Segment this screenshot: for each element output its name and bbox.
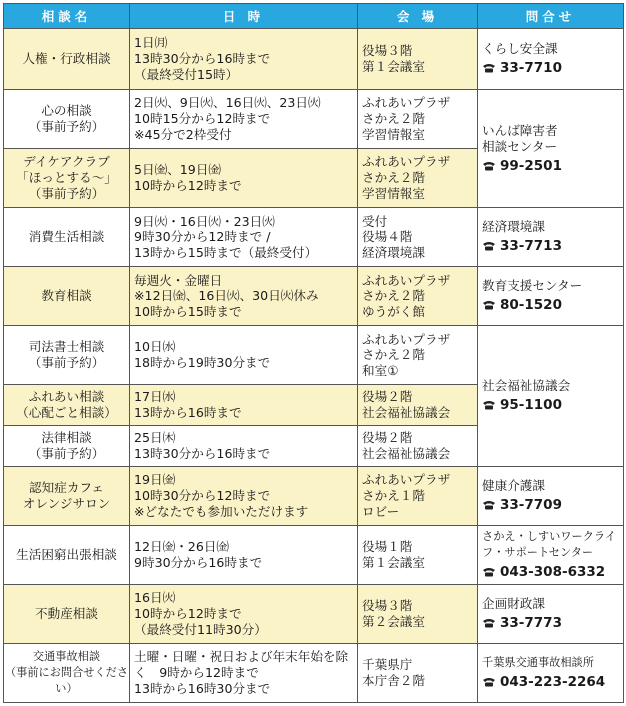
contact-phone-number: 33-7773 bbox=[500, 614, 562, 631]
phone-icon bbox=[482, 399, 496, 410]
table-row bbox=[4, 29, 624, 90]
consultation-datetime: 19日㈮ 10時30分から12時まで ※どなたでも参加いただけます bbox=[130, 466, 358, 525]
contact-phone bbox=[482, 398, 623, 414]
consultation-datetime: 12日㈮・26日㈮ 9時30分から16時まで bbox=[130, 525, 358, 584]
contact-phone-number: 95-1100 bbox=[500, 397, 562, 413]
consultation-datetime: 25日㈭ 13時30分から16時まで bbox=[130, 426, 358, 467]
contact-phone bbox=[482, 675, 623, 691]
contact-cell bbox=[478, 90, 624, 208]
contact-phone-number: 043-223-2264 bbox=[500, 673, 606, 690]
consultation-name: 交通事故相談 （事前にお問合せください） bbox=[4, 643, 130, 702]
consultation-name: 法律相談 （事前予約） bbox=[4, 426, 130, 467]
contact-phone-number: 33-7709 bbox=[500, 496, 562, 513]
contact-label: いんば障害者 相談センター bbox=[482, 122, 558, 154]
consultation-datetime: 16日㈫ 10時から12時まで （最終受付11時30分） bbox=[130, 584, 358, 643]
contact-phone bbox=[482, 616, 623, 632]
consultation-place: 役場２階 社会福祉協議会 bbox=[358, 426, 478, 467]
contact-phone-number: 99-2501 bbox=[500, 157, 562, 174]
consultation-schedule-table bbox=[3, 3, 624, 703]
contact-phone bbox=[482, 239, 623, 255]
header-datetime: 日 時 bbox=[130, 4, 358, 29]
consultation-datetime: 17日㈬ 13時から16時まで bbox=[130, 385, 358, 426]
header-name: 相談名 bbox=[4, 4, 130, 29]
contact-cell bbox=[478, 466, 624, 525]
consultation-place: 役場１階 第１会議室 bbox=[358, 525, 478, 584]
consultation-place: ふれあいプラザ さかえ２階 学習情報室 bbox=[358, 149, 478, 208]
table-row bbox=[4, 326, 624, 385]
consultation-name: 不動産相談 bbox=[4, 584, 130, 643]
phone-icon bbox=[482, 240, 496, 251]
phone-icon bbox=[482, 499, 496, 510]
table-row bbox=[4, 525, 624, 584]
header-contact: 問合せ bbox=[478, 4, 624, 29]
phone-icon bbox=[482, 617, 496, 628]
phone-icon bbox=[482, 676, 496, 687]
phone-icon bbox=[482, 62, 496, 73]
phone-icon bbox=[482, 160, 496, 171]
consultation-name: 生活困窮出張相談 bbox=[4, 525, 130, 584]
contact-label: 企画財政課 bbox=[482, 596, 545, 612]
table-row bbox=[4, 208, 624, 267]
contact-phone-number: 043-308-6332 bbox=[500, 563, 606, 580]
header-place: 会 場 bbox=[358, 4, 478, 29]
consultation-datetime: 5日㈮、19日㈮ 10時から12時まで bbox=[130, 149, 358, 208]
consultation-place: 役場３階 第１会議室 bbox=[358, 29, 478, 90]
consultation-datetime: 10日㈬ 18時から19時30分まで bbox=[130, 326, 358, 385]
contact-cell bbox=[478, 326, 624, 466]
table-row bbox=[4, 466, 624, 525]
phone-icon bbox=[482, 299, 496, 310]
consultation-datetime: 2日㈫、9日㈫、16日㈫、23日㈫ 10時15分から12時まで ※45分で2枠受付 bbox=[130, 90, 358, 149]
consultation-place: ふれあいプラザ さかえ２階 和室① bbox=[358, 326, 478, 385]
contact-label: 教育支援センター bbox=[482, 278, 583, 294]
phone-icon bbox=[482, 566, 496, 577]
consultation-place: 受付 役場４階 経済環境課 bbox=[358, 208, 478, 267]
contact-cell bbox=[478, 267, 624, 326]
contact-cell bbox=[478, 208, 624, 267]
table-row bbox=[4, 267, 624, 326]
contact-label: さかえ・しすいワークライフ・サポートセンター bbox=[482, 530, 616, 559]
consultation-place: ふれあいプラザ さかえ２階 学習情報室 bbox=[358, 90, 478, 149]
header-row bbox=[4, 4, 624, 29]
table-row bbox=[4, 90, 624, 149]
consultation-place: 千葉県庁 本庁舎２階 bbox=[358, 643, 478, 702]
table-row bbox=[4, 584, 624, 643]
consultation-name: 心の相談 （事前予約） bbox=[4, 90, 130, 149]
contact-cell bbox=[478, 29, 624, 90]
consultation-name: 認知症カフェ オレンジサロン bbox=[4, 466, 130, 525]
consultation-name: デイケアクラブ 「ほっとする～」 （事前予約） bbox=[4, 149, 130, 208]
contact-phone bbox=[482, 298, 623, 314]
consultation-place: ふれあいプラザ さかえ１階 ロビー bbox=[358, 466, 478, 525]
consultation-place: ふれあいプラザ さかえ２階 ゆうがく館 bbox=[358, 267, 478, 326]
consultation-name: ふれあい相談 （心配ごと相談） bbox=[4, 385, 130, 426]
contact-phone-number: 80-1520 bbox=[500, 297, 562, 314]
consultation-datetime: 毎週火・金曜日 ※12日㈮、16日㈫、30日㈫休み 10時から15時まで bbox=[130, 267, 358, 326]
consultation-place: 役場３階 第２会議室 bbox=[358, 584, 478, 643]
contact-cell bbox=[478, 643, 624, 702]
consultation-datetime: 1日㈪ 13時30分から16時まで （最終受付15時） bbox=[130, 29, 358, 90]
contact-label: 健康介護課 bbox=[482, 477, 545, 493]
contact-label: 社会福祉協議会 bbox=[482, 378, 571, 394]
contact-cell bbox=[478, 584, 624, 643]
contact-label: 千葉県交通事故相談所 bbox=[482, 656, 594, 670]
table-row bbox=[4, 643, 624, 702]
consultation-name: 司法書士相談 （事前予約） bbox=[4, 326, 130, 385]
contact-phone-number: 33-7713 bbox=[500, 238, 562, 255]
contact-cell bbox=[478, 525, 624, 584]
consultation-place: 役場２階 社会福祉協議会 bbox=[358, 385, 478, 426]
consultation-name: 人権・行政相談 bbox=[4, 29, 130, 90]
consultation-name: 消費生活相談 bbox=[4, 208, 130, 267]
consultation-datetime: 9日㈫・16日㈫・23日㈫ 9時30分から12時まで / 13時から15時まで（最終受付） bbox=[130, 208, 358, 267]
consultation-name: 教育相談 bbox=[4, 267, 130, 326]
contact-phone-number: 33-7710 bbox=[500, 60, 562, 77]
contact-phone bbox=[482, 498, 623, 514]
contact-label: くらし安全課 bbox=[482, 41, 558, 57]
consultation-datetime: 土曜・日曜・祝日および年末年始を除く 9時から12時まで 13時から16時30分まで bbox=[130, 643, 358, 702]
contact-phone bbox=[482, 159, 623, 175]
contact-phone bbox=[482, 61, 623, 77]
contact-phone bbox=[482, 565, 623, 581]
contact-label: 経済環境課 bbox=[482, 219, 545, 235]
